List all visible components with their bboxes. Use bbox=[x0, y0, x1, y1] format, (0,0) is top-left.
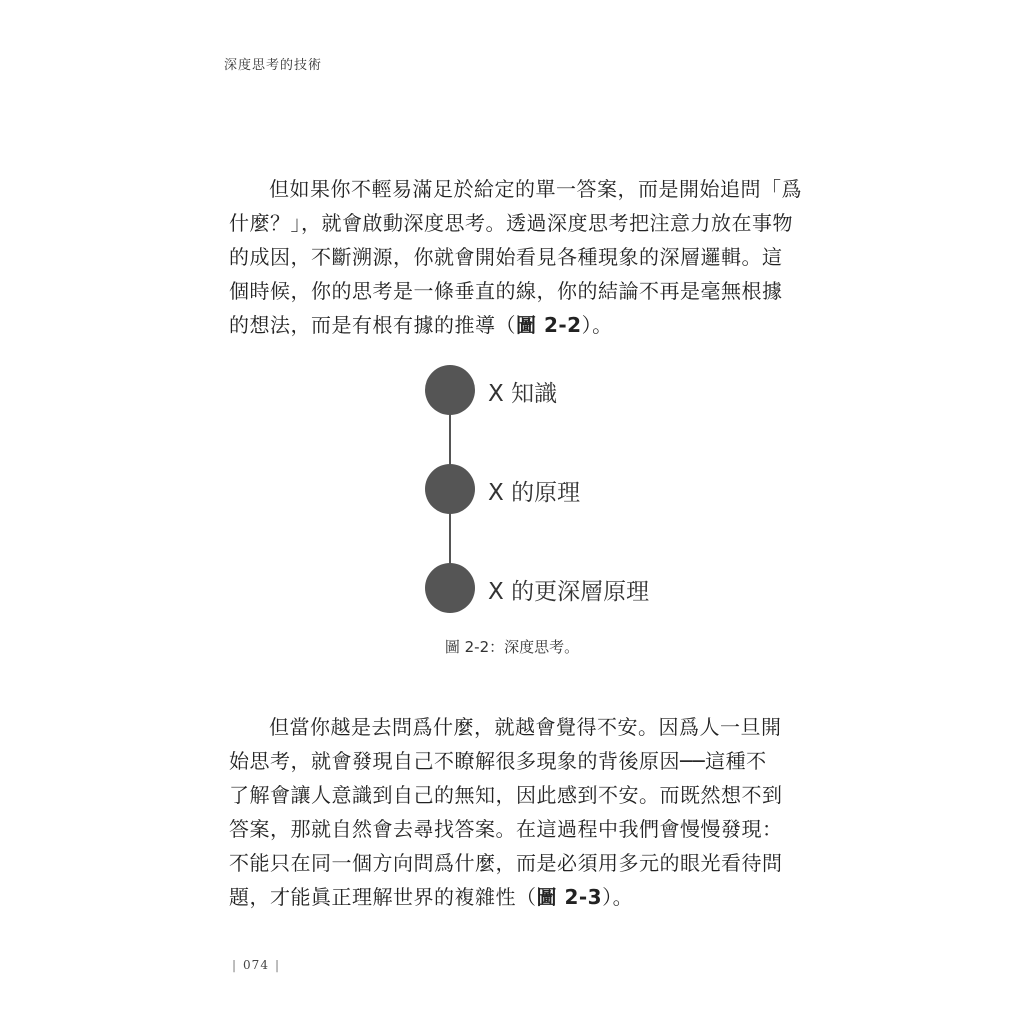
node-label-2: X 的原理 bbox=[488, 480, 581, 506]
figure-caption: 圖 2-2：深度思考。 bbox=[444, 638, 580, 656]
node-label-3: X 的更深層原理 bbox=[488, 579, 650, 605]
text-run: ）。 bbox=[581, 313, 613, 337]
folio-divider: | bbox=[232, 958, 238, 972]
figure-reference: 圖 2-2 bbox=[516, 313, 582, 337]
text-line: 但如果你不輕易滿足於給定的單一答案，而是開始追問「爲 bbox=[269, 177, 802, 201]
figure-reference: 圖 2-3 bbox=[536, 885, 603, 909]
text-line bbox=[229, 308, 769, 342]
text-line bbox=[229, 880, 769, 914]
running-head-title: 深度思考的技術 bbox=[224, 58, 323, 73]
text-line: 不能只在同一個方向問爲什麼，而是必須用多元的眼光看待問 bbox=[229, 851, 783, 875]
text-line: 的成因，不斷溯源，你就會開始看見各種現象的深層邏輯。這 bbox=[229, 245, 783, 269]
text-run: ）。 bbox=[602, 885, 634, 909]
text-line: 答案，那就自然會去尋找答案。在這過程中我們會慢慢發現： bbox=[229, 817, 783, 841]
text-line: 個時候，你的思考是一條垂直的線，你的結論不再是毫無根據 bbox=[229, 279, 783, 303]
body-paragraph-2 bbox=[229, 710, 783, 914]
node-label-1: X 知識 bbox=[488, 381, 558, 407]
node-circle-2 bbox=[425, 464, 475, 514]
folio-divider: | bbox=[274, 958, 280, 972]
node-circle-1 bbox=[425, 365, 475, 415]
text-line: 什麼？」，就會啟動深度思考。透過深度思考把注意力放在事物 bbox=[229, 211, 793, 235]
deep-thinking-diagram bbox=[420, 362, 680, 618]
text-line: 始思考，就會發現自己不瞭解很多現象的背後原因──這種不 bbox=[229, 749, 767, 773]
page-number-text: 074 bbox=[243, 958, 269, 972]
node-circle-3 bbox=[425, 563, 475, 613]
page-number bbox=[226, 958, 286, 972]
body-paragraph-1 bbox=[229, 172, 802, 342]
text-line: 但當你越是去問爲什麼，就越會覺得不安。因爲人一旦開 bbox=[269, 715, 782, 739]
text-run: 題，才能眞正理解世界的複雜性（ bbox=[229, 885, 537, 909]
text-line: 了解會讓人意識到自己的無知，因此感到不安。而既然想不到 bbox=[229, 783, 783, 807]
text-run: 的想法，而是有根有據的推導（ bbox=[229, 313, 516, 337]
